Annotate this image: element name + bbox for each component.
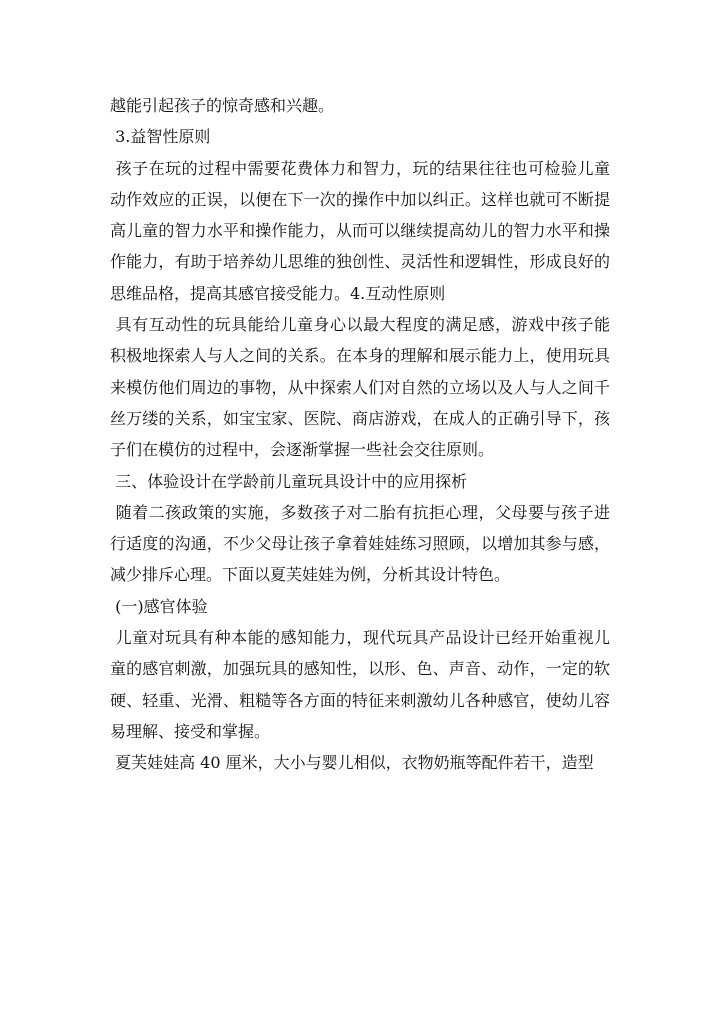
paragraph-doll-description: 夏芙娃娃高 40 厘米，大小与婴儿相似，衣物奶瓶等配件若干，造型 — [110, 753, 594, 773]
paragraph-second-child-policy: 随着二孩政策的实施，多数孩子对二胎有抗拒心理，父母要与孩子进行适度的沟通，不少父母让孩子拿着娃娃练习照顾，以增加其参与感，减少排斥心理。下面以夏芙娃娃为例，分析其设计特色。 — [110, 502, 610, 585]
heading-educational-principle: 3.益智性原则 — [110, 127, 211, 147]
paragraph-sensory: 儿童对玩具有种本能的感知能力，现代玩具产品设计已经开始重视儿童的感官刺激，加强玩具的感知性，以形、色、声音、动作，一定的软硬、轻重、光滑、粗糙等各方面的特征来刺激幼儿各种感官，使幼儿容易理解、接受和掌握。 — [110, 628, 610, 741]
section-heading-three: 三、体验设计在学龄前儿童玩具设计中的应用探析 — [110, 471, 468, 491]
subheading-sensory-experience: (一)感官体验 — [110, 596, 208, 616]
paragraph-educational: 孩子在玩的过程中需要花费体力和智力，玩的结果往往也可检验儿童动作效应的正误，以便在下一次的操作中加以纠正。这样也就可不断提高儿童的智力水平和操作能力，从而可以继续提高幼儿的智力水平和操作能力，有助于培养幼儿思维的独创性、灵活性和逻辑性，形成良好的思维品格，提高其感官接受能力。4.互动性原则 — [110, 158, 610, 303]
paragraph-continuation: 越能引起孩子的惊奇感和兴趣。 — [110, 96, 335, 115]
paragraph-interactive: 具有互动性的玩具能给儿童身心以最大程度的满足感，游戏中孩子能积极地探索人与人之间的关系。在本身的理解和展示能力上，使用玩具来模仿他们周边的事物，从中探索人们对自然的立场以及人与人之间千丝万缕的关系，如宝宝家、医院、商店游戏，在成人的正确引导下，孩子们在模仿的过程中，会逐渐掌握一些社会交往原则。 — [110, 315, 610, 460]
document-body — [110, 90, 610, 779]
